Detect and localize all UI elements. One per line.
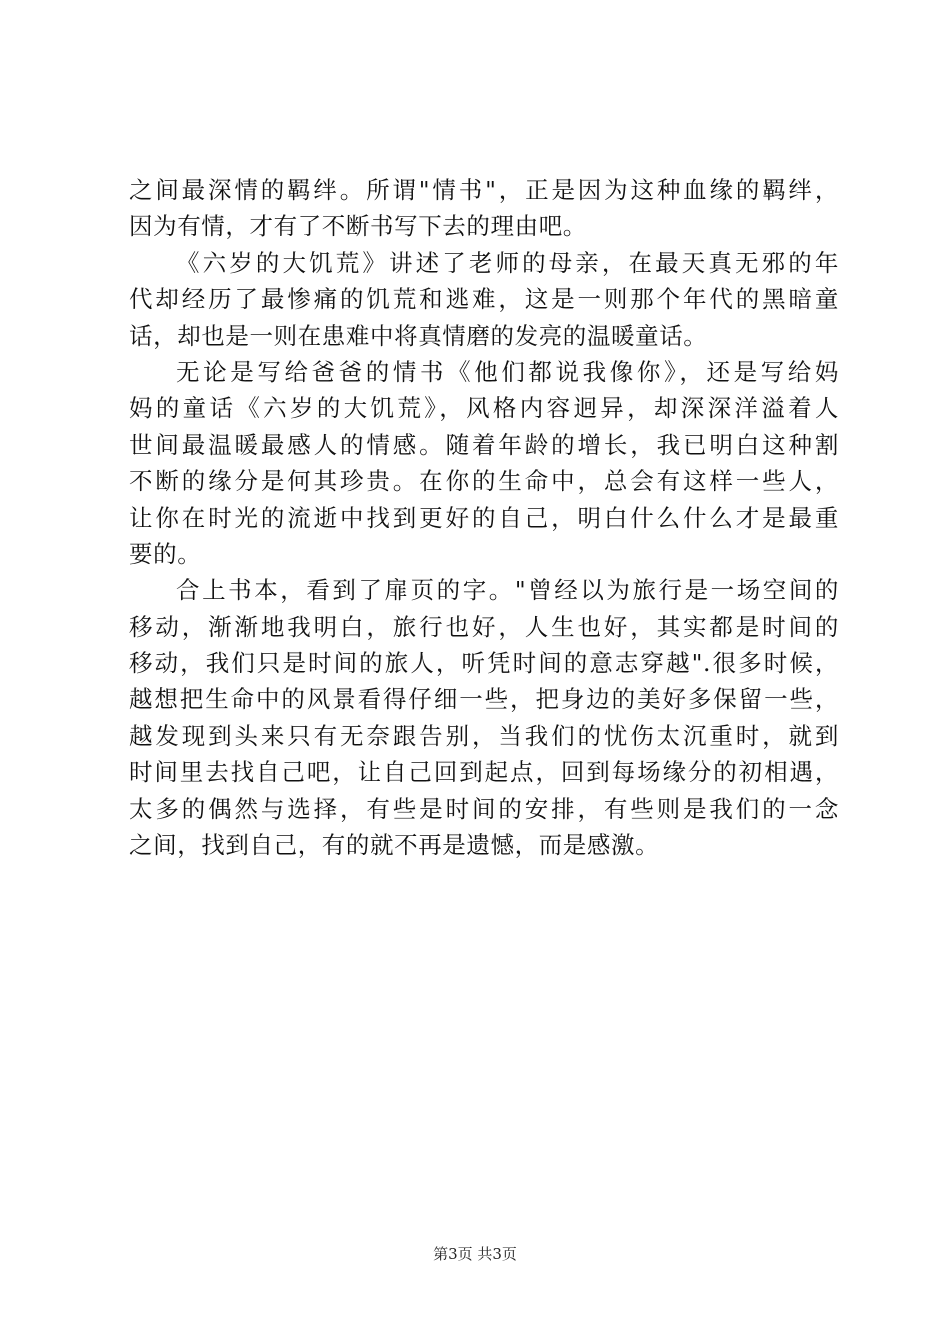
text-line: 时间里去找自己吧，让自己回到起点，回到每场缘分的初相遇， [129, 758, 839, 787]
text-line: 话，却也是一则在患难中将真情磨的发亮的温暖童话。 [129, 321, 708, 350]
text-line: 世间最温暖最感人的情感。随着年龄的增长，我已明白这种割 [129, 430, 839, 459]
text-line: 之间最深情的羁绊。所谓"情书"，正是因为这种血缘的羁绊， [129, 176, 839, 204]
text-line: 太多的偶然与选择，有些是时间的安排，有些则是我们的一念 [129, 794, 839, 823]
text-line: 越想把生命中的风景看得仔细一些，把身边的美好多保留一些， [129, 685, 839, 714]
text-line: 不断的缘分是何其珍贵。在你的生命中，总会有这样一些人， [129, 467, 839, 496]
text-line: 移动，渐渐地我明白，旅行也好，人生也好，其实都是时间的 [129, 612, 839, 641]
text-line: 无论是写给爸爸的情书《他们都说我像你》，还是写给妈 [176, 357, 839, 386]
text-line: 因为有情，才有了不断书写下去的理由吧。 [129, 212, 587, 241]
text-line: 合上书本，看到了扉页的字。"曾经以为旅行是一场空间的 [176, 576, 839, 605]
page-footer: 第3页 共3页 [433, 1245, 517, 1263]
text-line: 代却经历了最惨痛的饥荒和逃难，这是一则那个年代的黑暗童 [129, 285, 839, 314]
text-line: 之间，找到自己，有的就不再是遗憾，而是感激。 [129, 831, 660, 860]
text-line: 移动，我们只是时间的旅人，听凭时间的意志穿越".很多时候， [129, 649, 839, 678]
text-line: 《六岁的大饥荒》讲述了老师的母亲，在最天真无邪的年 [176, 248, 839, 277]
text-line: 让你在时光的流逝中找到更好的自己，明白什么什么才是最重 [129, 503, 839, 532]
text-line: 要的。 [129, 539, 202, 568]
text-line: 越发现到头来只有无奈跟告别，当我们的忧伤太沉重时，就到 [129, 721, 839, 750]
text-line: 妈的童话《六岁的大饥荒》，风格内容迥异，却深深洋溢着人 [129, 394, 839, 423]
body-text [129, 172, 839, 863]
